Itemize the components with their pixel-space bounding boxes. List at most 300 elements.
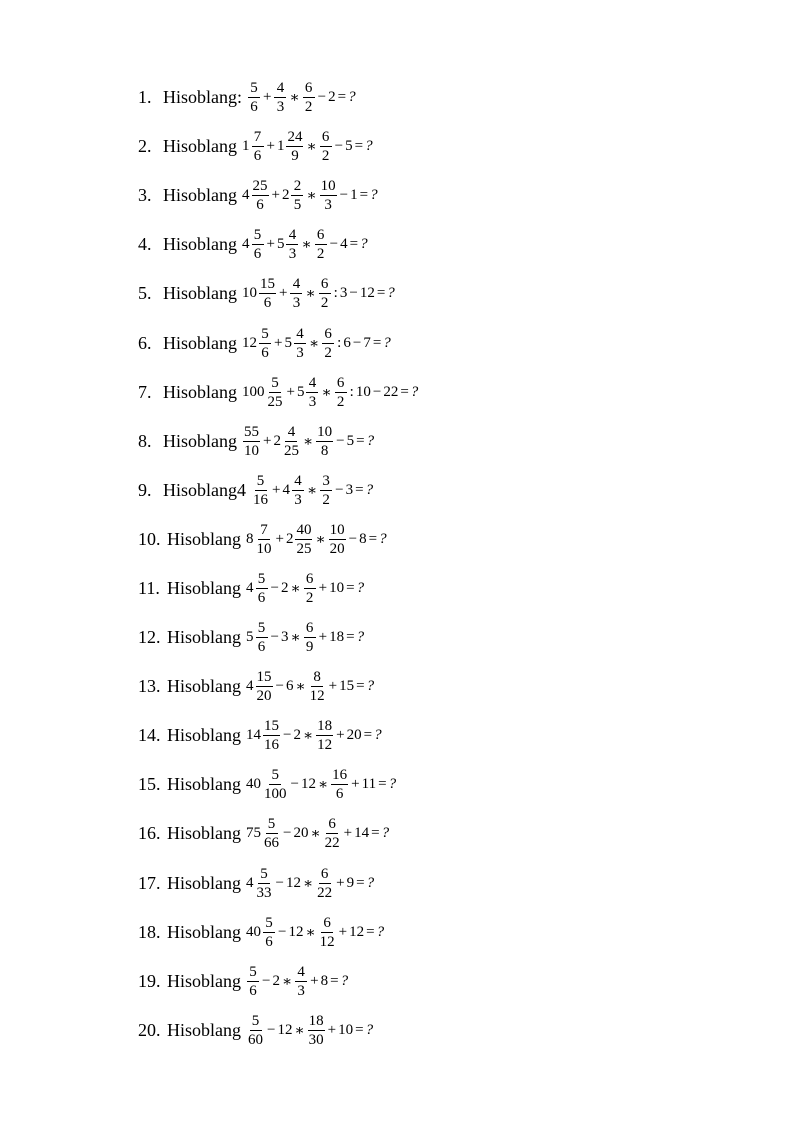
denominator: 9	[291, 148, 299, 165]
question-mark: ?	[374, 727, 382, 744]
denominator: 6	[335, 786, 344, 803]
problem-10	[138, 515, 758, 564]
operator: =	[376, 285, 386, 302]
expression	[242, 275, 395, 312]
numerator: 24	[287, 129, 303, 146]
fraction	[315, 226, 327, 263]
denominator: 6	[253, 148, 262, 165]
number: 2	[293, 727, 301, 744]
number: 18	[329, 629, 345, 646]
number: 12	[285, 874, 301, 891]
number: 8	[359, 530, 367, 547]
problem-number: 2.	[138, 136, 152, 157]
fraction	[247, 1012, 264, 1049]
number: 22	[383, 383, 399, 400]
denominator: 6	[261, 344, 269, 361]
numerator: 4	[295, 963, 307, 982]
numerator: 6	[304, 619, 316, 638]
numerator: 4	[274, 79, 286, 98]
fraction	[295, 521, 312, 558]
numerator: 5	[269, 374, 281, 393]
operator: :	[349, 383, 354, 400]
expression	[242, 325, 391, 362]
operator: =	[349, 236, 359, 253]
question-mark: ?	[365, 138, 373, 155]
problem-number: 18.	[138, 921, 161, 942]
numerator: 5	[256, 570, 268, 589]
denominator: 2	[322, 491, 330, 508]
problem-19	[138, 957, 758, 1006]
operator: ∗	[301, 237, 312, 254]
fraction	[319, 275, 331, 312]
number: 11	[361, 776, 377, 793]
fraction	[267, 374, 284, 411]
problem-number: 7.	[138, 381, 152, 402]
operator: =	[356, 874, 365, 891]
operator: +	[266, 138, 275, 155]
denominator: 3	[292, 295, 301, 312]
denominator: 3	[324, 197, 332, 214]
problem-15	[138, 760, 758, 809]
operator: =	[368, 530, 378, 547]
numerator: 3	[320, 472, 332, 491]
number: 10	[338, 1021, 354, 1038]
operator: ∗	[306, 482, 318, 499]
expression	[246, 914, 384, 951]
operator: =	[372, 334, 382, 351]
whole-number: 5	[276, 236, 285, 253]
operator: +	[328, 678, 338, 695]
whole-number: 5	[246, 629, 254, 646]
number: 3	[280, 629, 289, 646]
numerator: 6	[319, 865, 331, 884]
instruction-word: Hisoblang	[167, 970, 241, 991]
expression	[246, 865, 374, 902]
denominator: 6	[263, 295, 272, 312]
number: 15	[339, 678, 355, 695]
denominator: 5	[293, 197, 302, 214]
operator: +	[271, 187, 280, 204]
number: 4	[340, 236, 348, 253]
fraction	[243, 423, 260, 460]
denominator: 2	[304, 99, 313, 116]
number: 2	[280, 579, 289, 596]
instruction-word: Hisoblang	[163, 332, 237, 353]
operator: −	[267, 1021, 276, 1038]
question-mark: ?	[356, 629, 365, 646]
fraction	[295, 963, 307, 1000]
number: 12	[300, 776, 316, 793]
denominator: 12	[309, 688, 325, 705]
number: 10	[329, 579, 345, 596]
operator: −	[283, 825, 292, 842]
operator: :	[333, 285, 338, 302]
problem-8	[138, 417, 758, 466]
expression	[246, 619, 364, 656]
numerator: 2	[291, 177, 303, 196]
instruction-word: Hisoblang	[167, 1019, 241, 1040]
fraction	[329, 521, 346, 558]
numerator: 18	[317, 718, 333, 735]
fraction	[283, 423, 300, 460]
instruction-word: Hisoblang	[163, 136, 237, 157]
problem-number: 9.	[138, 479, 152, 500]
numerator: 5	[256, 619, 268, 638]
worksheet	[138, 73, 758, 1055]
instruction-word: Hisoblang	[167, 872, 241, 893]
fraction	[308, 1012, 325, 1049]
fraction	[319, 914, 336, 951]
numerator: 4	[294, 325, 306, 344]
operator: +	[263, 89, 272, 106]
problem-18	[138, 908, 758, 957]
fraction	[252, 128, 264, 165]
numerator: 4	[285, 423, 297, 442]
number: 20	[346, 727, 362, 744]
denominator: 2	[336, 393, 345, 410]
expression	[242, 226, 368, 263]
fraction	[256, 570, 268, 607]
denominator: 3	[276, 99, 285, 116]
denominator: 8	[320, 442, 329, 459]
fraction	[286, 128, 303, 165]
operator: +	[351, 776, 360, 793]
denominator: 20	[256, 688, 272, 705]
fraction	[259, 275, 276, 312]
instruction-word: Hisoblang	[167, 823, 241, 844]
number: 3	[345, 481, 354, 498]
whole-number: 5	[296, 383, 305, 400]
fraction	[316, 423, 333, 460]
question-mark: ?	[340, 972, 349, 989]
denominator: 16	[264, 737, 279, 754]
denominator: 3	[288, 246, 297, 263]
number: 6	[285, 678, 294, 695]
whole-number: 4	[282, 481, 290, 498]
numerator: 4	[290, 275, 302, 294]
operator: +	[272, 481, 281, 498]
numerator: 15	[256, 669, 272, 686]
fraction	[291, 177, 303, 214]
denominator: 2	[321, 148, 330, 165]
denominator: 9	[305, 639, 314, 656]
fraction	[256, 865, 273, 902]
denominator: 12	[317, 737, 333, 754]
fraction	[256, 668, 273, 705]
instruction-word: Hisoblang	[163, 283, 237, 304]
denominator: 2	[320, 295, 329, 312]
operator: =	[400, 383, 409, 400]
problem-3	[138, 171, 758, 220]
operator: ∗	[305, 286, 316, 303]
numerator: 10	[329, 521, 345, 538]
fraction	[263, 815, 280, 852]
problem-17	[138, 859, 758, 908]
operator: −	[352, 334, 362, 351]
number: 2	[328, 89, 336, 106]
expression	[246, 717, 382, 754]
denominator: 3	[296, 344, 304, 361]
fraction	[316, 865, 333, 902]
whole-number: 4	[246, 678, 254, 695]
problem-number: 15.	[138, 774, 161, 795]
problem-number: 17.	[138, 872, 161, 893]
whole-number: 2	[273, 432, 281, 449]
whole-number: 1	[276, 138, 285, 155]
operator: =	[363, 727, 373, 744]
number: 8	[320, 972, 329, 989]
operator: +	[274, 334, 283, 351]
operator: −	[336, 432, 345, 449]
fraction	[263, 766, 288, 803]
question-mark: ?	[383, 334, 391, 351]
question-mark: ?	[366, 678, 375, 695]
denominator: 25	[267, 393, 283, 410]
operator: =	[371, 825, 380, 842]
number: 7	[363, 334, 371, 351]
operator: ∗	[317, 777, 329, 794]
numerator: 6	[319, 275, 331, 294]
fraction	[256, 619, 268, 656]
operator: −	[270, 579, 279, 596]
problem-number: 20.	[138, 1019, 161, 1040]
question-mark: ?	[365, 1021, 374, 1038]
operator: −	[317, 89, 327, 106]
question-mark: ?	[360, 236, 368, 253]
fraction	[248, 79, 260, 116]
number: 12	[349, 923, 365, 940]
operator: ∗	[294, 1022, 305, 1039]
problem-number: 12.	[138, 627, 161, 648]
expression	[251, 472, 373, 509]
problem-number: 5.	[138, 283, 152, 304]
operator: :	[337, 334, 342, 351]
fraction	[247, 963, 259, 1000]
operator: ∗	[306, 139, 317, 156]
operator: −	[290, 776, 299, 793]
operator: +	[338, 923, 348, 940]
instruction-word: Hisoblang	[163, 185, 237, 206]
operator: −	[329, 236, 339, 253]
operator: =	[337, 89, 347, 106]
question-mark: ?	[366, 432, 375, 449]
number: 12	[288, 923, 304, 940]
fraction	[304, 619, 316, 656]
operator: ∗	[315, 531, 326, 548]
whole-number: 4	[242, 187, 250, 204]
problem-14	[138, 711, 758, 760]
denominator: 6	[249, 982, 257, 999]
problem-number: 1.	[138, 87, 152, 108]
denominator: 6	[256, 197, 264, 214]
denominator: 6	[253, 246, 262, 263]
operator: =	[355, 1021, 364, 1038]
numerator: 6	[335, 374, 347, 393]
whole-number: 14	[246, 727, 261, 744]
numerator: 5	[266, 815, 278, 834]
operator: +	[279, 285, 288, 302]
operator: =	[330, 972, 339, 989]
number: 14	[354, 825, 370, 842]
operator: +	[343, 825, 353, 842]
question-mark: ?	[348, 89, 356, 106]
numerator: 10	[320, 178, 336, 195]
problem-6	[138, 318, 758, 367]
problem-11	[138, 564, 758, 613]
fraction	[335, 374, 347, 411]
fraction	[263, 914, 275, 951]
fraction	[274, 79, 286, 116]
expression	[242, 374, 418, 411]
fraction	[252, 226, 264, 263]
numerator: 5	[247, 963, 259, 982]
numerator: 7	[252, 128, 264, 147]
operator: +	[286, 383, 295, 400]
whole-number: 10	[242, 285, 257, 302]
instruction-word: Hisoblang	[167, 577, 241, 598]
numerator: 5	[248, 79, 260, 98]
operator: −	[339, 187, 349, 204]
denominator: 22	[324, 835, 340, 852]
fraction	[324, 815, 341, 852]
operator: =	[355, 481, 364, 498]
operator: +	[318, 579, 328, 596]
whole-number: 4	[242, 236, 250, 253]
numerator: 4	[286, 226, 298, 245]
question-mark: ?	[356, 579, 365, 596]
whole-number: 4	[246, 579, 254, 596]
instruction-word: Hisoblang	[163, 234, 237, 255]
expression	[246, 1012, 373, 1049]
operator: −	[275, 678, 284, 695]
whole-number: 4	[246, 874, 254, 891]
operator: +	[263, 432, 272, 449]
expression	[246, 815, 389, 852]
problem-number: 16.	[138, 823, 161, 844]
instruction-word: Hisoblang	[167, 627, 241, 648]
problem-number: 13.	[138, 676, 161, 697]
denominator: 6	[257, 589, 266, 606]
numerator: 7	[258, 521, 270, 540]
number: 5	[346, 432, 355, 449]
fraction	[316, 717, 333, 754]
expression	[246, 668, 374, 705]
operator: −	[262, 972, 271, 989]
fraction	[309, 668, 326, 705]
expression	[242, 423, 374, 460]
operator: ∗	[306, 188, 317, 205]
instruction-word: Hisoblang	[163, 381, 237, 402]
operator: =	[356, 432, 365, 449]
fraction	[320, 128, 332, 165]
fraction	[286, 226, 298, 263]
expression	[246, 963, 348, 1000]
numerator: 5	[259, 325, 271, 344]
denominator: 3	[294, 491, 302, 508]
numerator: 40	[296, 521, 312, 538]
operator: +	[318, 629, 328, 646]
question-mark: ?	[366, 874, 375, 891]
operator: −	[335, 481, 344, 498]
question-mark: ?	[410, 383, 419, 400]
denominator: 2	[316, 246, 325, 263]
expression	[246, 521, 387, 558]
fraction	[320, 177, 337, 214]
problem-number: 10.	[138, 528, 161, 549]
denominator: 25	[283, 442, 299, 459]
numerator: 6	[320, 128, 332, 147]
numerator: 6	[322, 325, 334, 344]
number: 1	[350, 187, 358, 204]
whole-number: 1	[242, 138, 250, 155]
whole-number: 75	[246, 825, 261, 842]
operator: ∗	[281, 973, 293, 990]
denominator: 33	[256, 884, 272, 901]
operator: +	[275, 530, 284, 547]
numerator: 16	[332, 767, 348, 784]
operator: −	[348, 530, 358, 547]
instruction-word: Hisoblang	[167, 725, 241, 746]
numerator: 5	[255, 472, 267, 491]
operator: =	[354, 138, 364, 155]
number: 3	[339, 285, 348, 302]
operator: −	[283, 727, 292, 744]
denominator: 12	[319, 933, 335, 950]
number: 9	[346, 874, 355, 891]
instruction-word: Hisoblang	[167, 676, 241, 697]
denominator: 22	[317, 884, 333, 901]
fraction	[252, 472, 269, 509]
operator: +	[327, 1021, 337, 1038]
expression	[242, 128, 373, 165]
problem-2	[138, 122, 758, 171]
whole-number: 100	[242, 383, 265, 400]
operator: ∗	[310, 826, 321, 843]
problem-12	[138, 613, 758, 662]
operator: ∗	[305, 924, 316, 941]
operator: =	[378, 776, 387, 793]
operator: ∗	[290, 580, 301, 597]
operator: −	[275, 874, 284, 891]
problem-1	[138, 73, 758, 122]
numerator: 6	[315, 226, 327, 245]
problem-number: 4.	[138, 234, 152, 255]
problem-number: 19.	[138, 970, 161, 991]
number: 12	[277, 1021, 293, 1038]
numerator: 25	[252, 178, 268, 195]
denominator: 10	[256, 540, 272, 557]
operator: ∗	[321, 384, 332, 401]
question-mark: ?	[376, 923, 385, 940]
problem-number: 8.	[138, 430, 152, 451]
question-mark: ?	[388, 776, 397, 793]
question-mark: ?	[365, 481, 374, 498]
operator: −	[278, 923, 287, 940]
numerator: 18	[308, 1012, 324, 1029]
whole-number: 12	[242, 334, 257, 351]
operator: =	[359, 187, 369, 204]
numerator: 5	[252, 226, 264, 245]
operator: ∗	[295, 679, 306, 696]
numerator: 4	[306, 374, 318, 393]
numerator: 4	[292, 472, 304, 491]
denominator: 16	[253, 491, 268, 508]
problem-4	[138, 220, 758, 269]
operator: +	[336, 727, 345, 744]
numerator: 6	[326, 815, 338, 834]
problem-number: 11.	[138, 577, 160, 598]
fraction	[256, 521, 273, 558]
